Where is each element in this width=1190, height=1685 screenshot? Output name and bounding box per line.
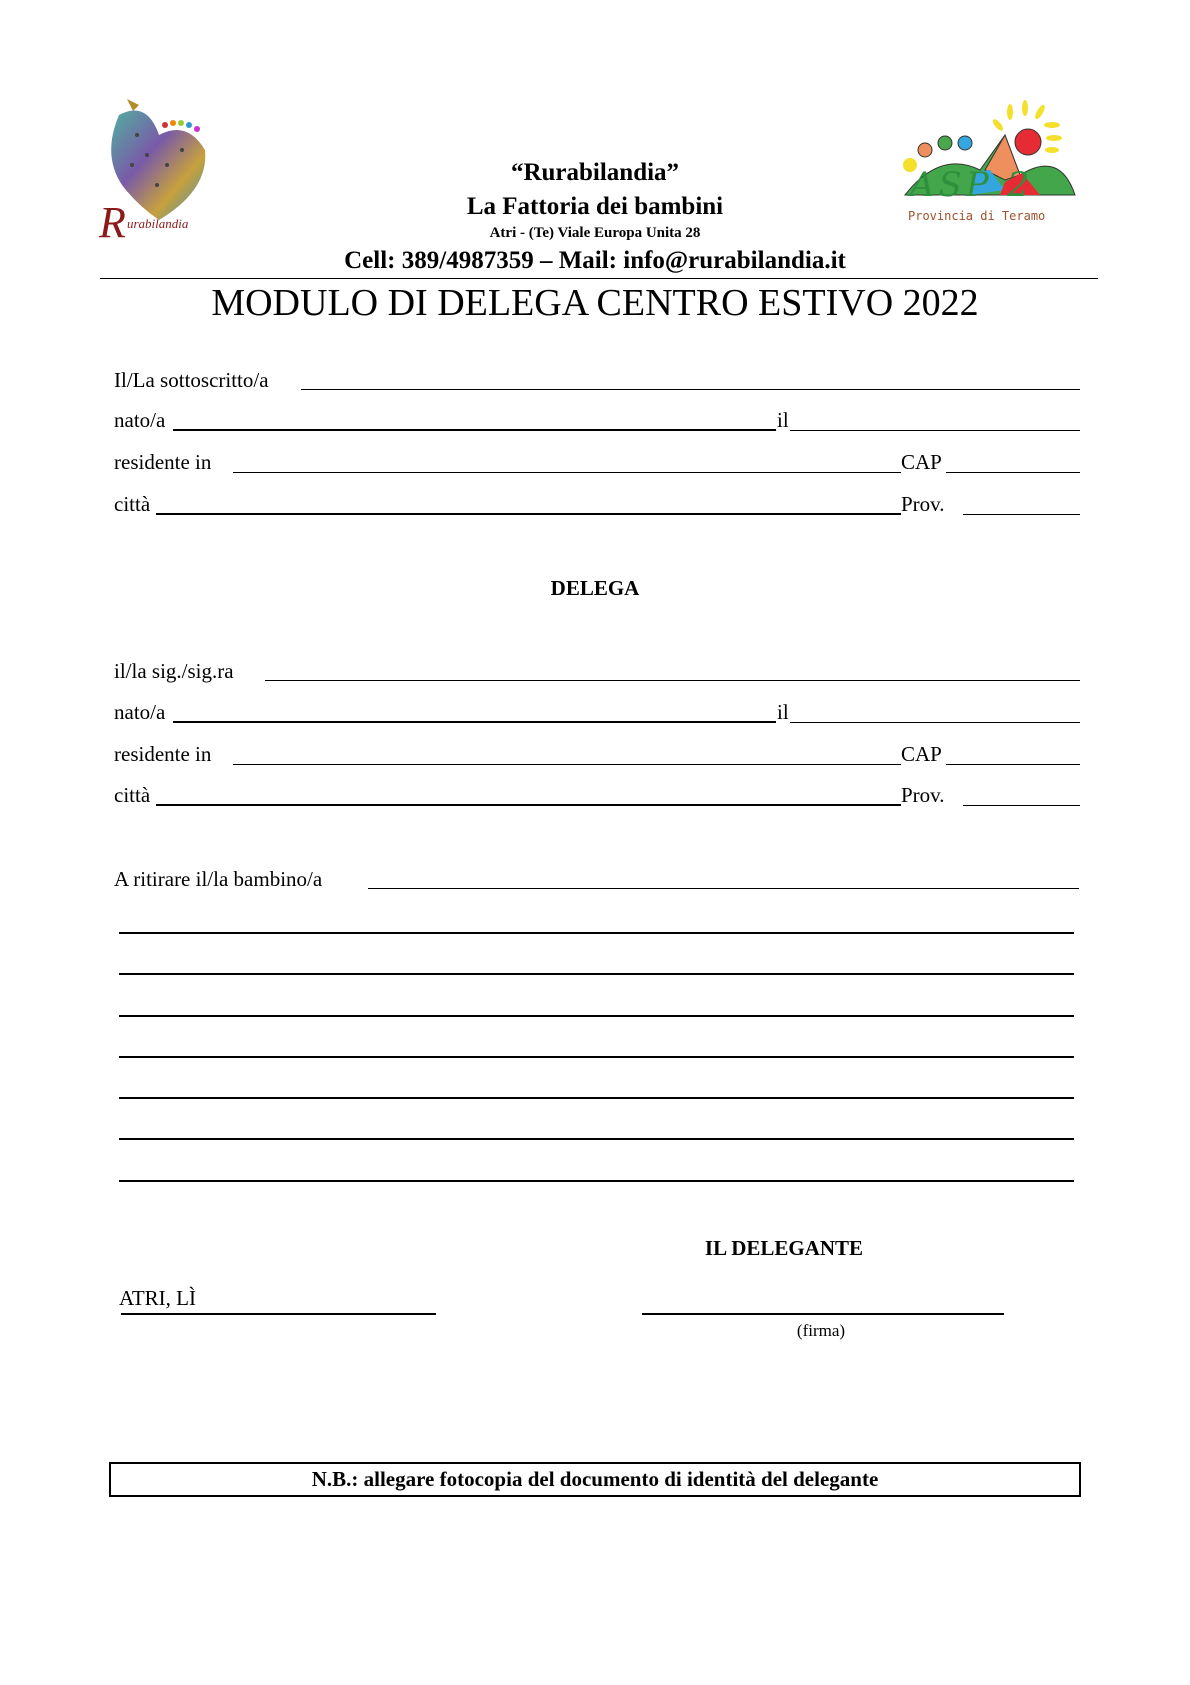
header-divider [100,278,1098,279]
blank-line[interactable] [119,1180,1074,1182]
delega-heading: DELEGA [550,576,640,600]
undersigned-field[interactable] [301,389,1080,390]
birthplace-field[interactable] [173,429,776,431]
delegate-field[interactable] [265,680,1080,681]
blank-line[interactable] [119,1138,1074,1140]
delegate-cap-label: CAP [901,742,942,766]
org-address: Atri - (Te) Viale Europa Unita 28 [489,225,701,241]
note-box [109,1462,1081,1497]
delegate-residence-field[interactable] [233,764,901,765]
signature-field[interactable] [642,1313,1004,1315]
delegate-birthdate-field[interactable] [790,722,1080,723]
org-name: “Rurabilandia” [510,159,680,186]
page-title: MODULO DI DELEGA CENTRO ESTIVO 2022 [211,282,979,324]
svg-text:R: R [99,198,126,247]
resident-label: residente in [114,450,212,474]
cap-field[interactable] [946,472,1080,473]
blank-line[interactable] [119,973,1074,975]
blank-line[interactable] [119,1056,1074,1058]
delegate-label: il/la sig./sig.ra [114,659,234,683]
delegate-prov-field[interactable] [963,805,1080,806]
birthdate-label: il [777,408,789,432]
blank-line[interactable] [119,1015,1074,1017]
city-label: città [114,492,151,516]
date-field[interactable] [121,1313,436,1315]
blank-line[interactable] [119,932,1074,934]
cap-label: CAP [901,450,942,474]
undersigned-label: Il/La sottoscritto/a [114,368,269,392]
signature-label: (firma) [796,1321,846,1340]
delegante-heading: IL DELEGANTE [704,1236,864,1260]
delegate-prov-label: Prov. [901,783,945,807]
prov-label: Prov. [901,492,945,516]
svg-text:urabilandia: urabilandia [127,216,189,231]
prov-field[interactable] [963,514,1080,515]
delegate-city-field[interactable] [156,804,901,806]
delegate-birthdate-label: il [777,700,789,724]
asp2-logo-text: ASP 2 [910,165,1034,205]
pickup-label: A ritirare il/la bambino/a [114,867,323,891]
delegate-resident-label: residente in [114,742,212,766]
org-contacts: Cell: 389/4987359 – Mail: info@rurabilandia.it [344,247,846,274]
org-subtitle: La Fattoria dei bambini [466,193,724,220]
residence-field[interactable] [233,472,901,473]
delegate-birthplace-field[interactable] [173,721,776,723]
place-date-label: ATRI, LÌ [119,1286,196,1310]
asp2-logo-subtitle: Provincia di Teramo [908,209,1046,223]
child-name-field[interactable] [368,888,1079,889]
delegate-born-label: nato/a [114,700,166,724]
delegate-city-label: città [114,783,151,807]
blank-line[interactable] [119,1097,1074,1099]
born-label: nato/a [114,408,166,432]
delegate-cap-field[interactable] [946,764,1080,765]
note-text: N.B.: allegare fotocopia del documento di identità del delegante [311,1467,879,1491]
city-field[interactable] [156,513,901,515]
birthdate-field[interactable] [790,430,1080,431]
